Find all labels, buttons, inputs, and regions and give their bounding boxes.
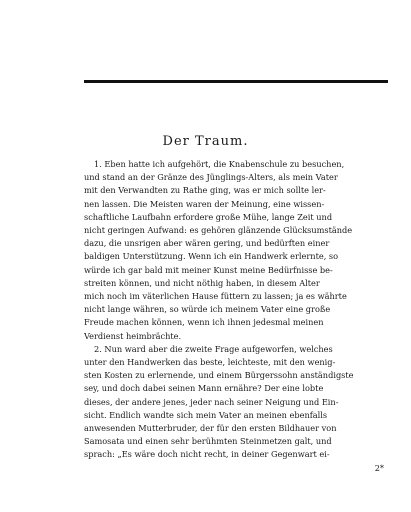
paragraph-2	[84, 343, 388, 462]
paragraph-1	[84, 158, 388, 343]
text-line: dieses, der andere jenes, jeder nach seiner Neigung und Ein-	[84, 396, 339, 407]
chapter-title: Der Traum.	[162, 134, 249, 149]
text-line: sprach: „Es wäre doch nicht recht, in deiner Gegenwart ei-	[84, 449, 330, 460]
text-line: nicht geringen Aufwand: es gehören glänzende Glücksumstände	[84, 225, 353, 236]
text-line: sey, und doch dabei seinen Mann ernähre? Der eine lobte	[84, 383, 324, 394]
body-text	[84, 158, 388, 475]
text-line: dazu, die unsrigen aber wären gering, und bedürften einer	[84, 238, 330, 249]
text-line: 1. Eben hatte ich aufgehört, die Knabenschule zu besuchen,	[94, 159, 345, 169]
text-line: nen lassen. Die Meisten waren der Meinung, eine wissen-	[84, 198, 325, 209]
text-line: baldigen Unterstützung. Wenn ich ein Handwerk erlernte, so	[84, 251, 339, 262]
text-line: unter den Handwerken das beste, leichteste, mit den wenig-	[84, 357, 336, 368]
text-line: sten Kosten zu erlernende, und einem Bürgerssohn anständigste	[84, 370, 354, 381]
text-line: sicht. Endlich wandte sich mein Vater an meinen ebenfalls	[84, 409, 328, 420]
text-line: 2. Nun ward aber die zweite Frage aufgeworfen, welches	[94, 343, 333, 354]
text-line: mich noch im väterlichen Hause füttern zu lassen; ja es währte	[84, 291, 347, 302]
text-line: würde ich gar bald mit meiner Kunst meine Bedürfnisse be-	[84, 264, 333, 275]
text-line: Samosata und einen sehr berühmten Steinmetzen galt, und	[84, 436, 332, 447]
text-line: Verdienst heimbrächte.	[84, 330, 182, 341]
text-line: mit den Verwandten zu Rathe ging, was er mich sollte ler-	[84, 185, 326, 196]
text-line: und stand an der Gränze des Jünglings-Alters, als mein Vater	[84, 172, 338, 183]
text-line: Freude machen können, wenn ich ihnen jedesmal meinen	[84, 317, 324, 328]
text-line: schaftliche Laufbahn erfordere große Mühe, lange Zeit und	[84, 211, 333, 222]
header-rule	[84, 80, 388, 83]
text-line: streiten können, und nicht nöthig haben, in diesem Alter	[84, 277, 320, 288]
text-line: nicht lange währen, so würde ich meinem Vater eine große	[84, 304, 331, 315]
text-line: anwesenden Mutterbruder, der für den ersten Bildhauer von	[84, 423, 337, 434]
signature-mark: 2*	[374, 462, 384, 473]
